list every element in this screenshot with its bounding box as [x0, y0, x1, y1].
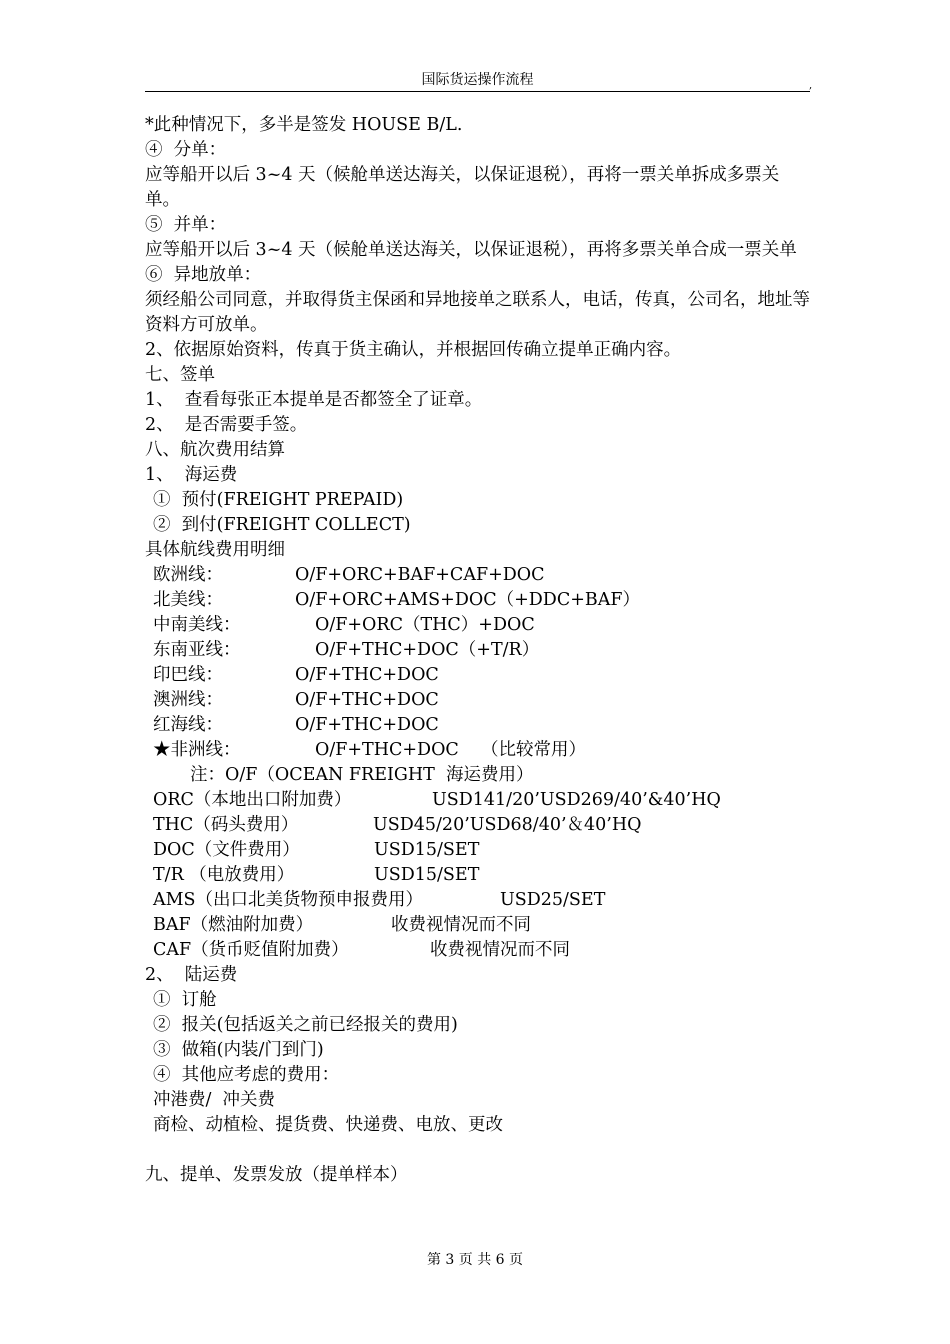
fee-row: [145, 713, 810, 738]
fee-row: [145, 563, 810, 588]
fee-value: O/F+ORC（THC）+DOC: [315, 615, 535, 635]
text-line: 八、航次费用结算: [145, 440, 285, 460]
page-footer: 第 3 页 共 6 页: [426, 1252, 524, 1268]
fee-label: ★非洲线：: [153, 740, 241, 760]
fee-value: USD45/20’USD68/40’＆40’HQ: [373, 815, 642, 835]
text-line: *此种情况下，多半是签发 HOUSE B/L.: [145, 115, 463, 135]
text-line: 1、 海运费: [145, 465, 238, 485]
text-line: ④ 分单：: [145, 140, 227, 160]
blank-line: [145, 1138, 810, 1163]
fee-value: O/F+ORC+BAF+CAF+DOC: [295, 565, 545, 585]
fee-row: [145, 813, 810, 838]
fee-label: ORC（本地出口附加费）: [153, 790, 352, 810]
text-line: 2、 陆运费: [145, 965, 238, 985]
fee-label: 东南亚线：: [153, 640, 241, 660]
fee-row: [145, 913, 810, 938]
text-line: 七、签单: [145, 365, 215, 385]
text-line: ④ 其他应考虑的费用：: [153, 1065, 340, 1085]
fee-value: 收费视情况而不同: [391, 915, 531, 935]
text-line: ① 订舱: [153, 990, 217, 1010]
fee-value: O/F+THC+DOC: [295, 690, 439, 710]
fee-value: O/F+ORC+AMS+DOC（+DDC+BAF）: [295, 590, 641, 610]
text-line: 商检、动植检、提货费、快递费、电放、更改: [153, 1115, 503, 1135]
fee-label: 印巴线：: [153, 665, 223, 685]
paragraph: 须经船公司同意，并取得货主保函和异地接单之联系人，电话，传真，公司名，地址等资料方可放单。: [145, 290, 810, 335]
text-line: 九、提单、发票发放（提单样本）: [145, 1165, 408, 1185]
fee-label: DOC（文件费用）: [153, 840, 300, 860]
fee-value: USD25/SET: [500, 890, 606, 910]
fee-row: [145, 663, 810, 688]
page-header-title: 国际货运操作流程: [421, 72, 534, 88]
fee-value: O/F+THC+DOC: [295, 665, 439, 685]
text-line: 2、依据原始资料，传真于货主确认，并根据回传确立提单正确内容。: [145, 340, 682, 360]
text-line: ⑤ 并单：: [145, 215, 227, 235]
fee-value: USD15/SET: [374, 865, 480, 885]
fee-row: [145, 638, 810, 663]
fee-row: [145, 888, 810, 913]
fee-value: O/F+THC+DOC: [295, 715, 439, 735]
text-line: ③ 做箱(内装/门到门): [153, 1040, 324, 1060]
fee-row: [145, 788, 810, 813]
document-body: [145, 113, 810, 1188]
fee-label: CAF（货币贬值附加费）: [153, 940, 349, 960]
fee-label: AMS（出口北美货物预申报费用）: [153, 890, 424, 910]
fee-row: [145, 863, 810, 888]
paragraph: 应等船开以后 3~4 天（候舱单送达海关，以保证退税），再将一票关单拆成多票关单。: [145, 165, 780, 210]
text-line: 具体航线费用明细: [145, 540, 285, 560]
fee-row: [145, 738, 810, 763]
text-line: ① 预付(FREIGHT PREPAID): [153, 490, 404, 510]
fee-label: BAF（燃油附加费）: [153, 915, 314, 935]
fee-label: T/R （电放费用）: [153, 865, 295, 885]
text-line: 注：O/F（OCEAN FREIGHT 海运费用）: [190, 765, 534, 785]
fee-label: 澳洲线：: [153, 690, 223, 710]
header-rule: [145, 91, 810, 92]
fee-label: 欧洲线：: [153, 565, 223, 585]
text-line: 1、 查看每张正本提单是否都签全了证章。: [145, 390, 483, 410]
fee-value: USD15/SET: [374, 840, 480, 860]
fee-row: [145, 688, 810, 713]
text-line: ② 到付(FREIGHT COLLECT): [153, 515, 411, 535]
text-line: ⑥ 异地放单：: [145, 265, 262, 285]
fee-value: USD141/20’USD269/40’&40’HQ: [432, 790, 721, 810]
paragraph: 应等船开以后 3~4 天（候舱单送达海关，以保证退税），再将多票关单合成一票关单: [145, 240, 797, 260]
fee-row: [145, 938, 810, 963]
fee-value: O/F+THC+DOC （比较常用）: [315, 740, 587, 760]
fee-label: THC（码头费用）: [153, 815, 299, 835]
fee-row: [145, 838, 810, 863]
fee-label: 中南美线：: [153, 615, 241, 635]
fee-label: 北美线：: [153, 590, 223, 610]
text-line: ② 报关(包括返关之前已经报关的费用): [153, 1015, 458, 1035]
header-mark: ,: [809, 80, 813, 91]
text-line: 2、 是否需要手签。: [145, 415, 308, 435]
fee-value: 收费视情况而不同: [430, 940, 570, 960]
fee-row: [145, 588, 810, 613]
fee-label: 红海线：: [153, 715, 223, 735]
text-line: 冲港费/ 冲关费: [153, 1090, 276, 1110]
fee-row: [145, 613, 810, 638]
fee-value: O/F+THC+DOC（+T/R）: [315, 640, 540, 660]
